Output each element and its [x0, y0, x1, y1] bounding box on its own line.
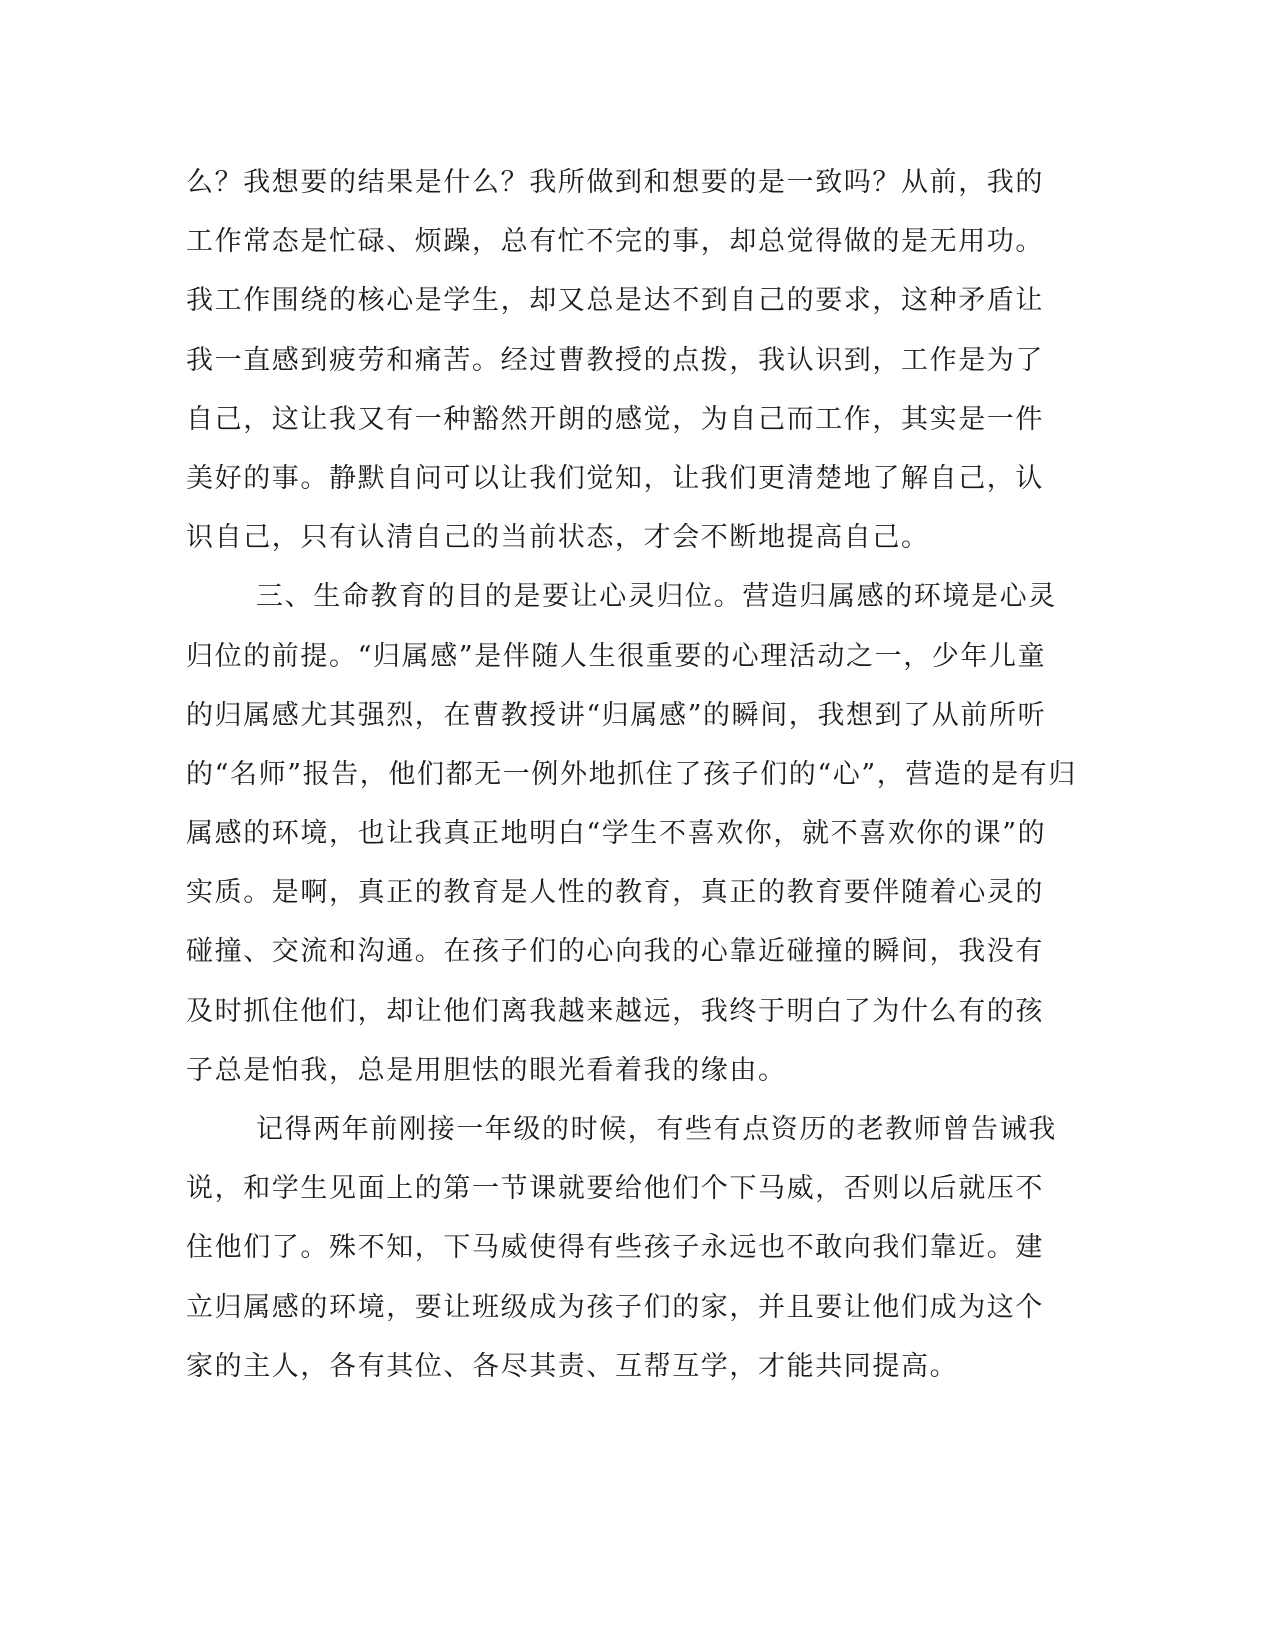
text-line: 及时抓住他们，却让他们离我越来越远，我终于明白了为什么有的孩: [186, 995, 1044, 1027]
text-line: 住他们了。殊不知，下马威使得有些孩子永远也不敢向我们靠近。建: [186, 1232, 1044, 1264]
text-line: 说，和学生见面上的第一节课就要给他们个下马威，否则以后就压不: [186, 1173, 1044, 1205]
text-line: 的“名师”报告，他们都无一例外地抓住了孩子们的“心”，营造的是有归: [186, 758, 1078, 790]
text-line: 归位的前提。“归属感”是伴随人生很重要的心理活动之一，少年儿童: [186, 640, 1047, 672]
text-line: 立归属感的环境，要让班级成为孩子们的家，并且要让他们成为这个: [186, 1291, 1044, 1323]
text-line: 实质。是啊，真正的教育是人性的教育，真正的教育要伴随着心灵的: [186, 877, 1044, 909]
text-line: 自己，这让我又有一种豁然开朗的感觉，为自己而工作，其实是一件: [186, 403, 1044, 435]
text-line: 我工作围绕的核心是学生，却又总是达不到自己的要求，这种矛盾让: [186, 285, 1044, 317]
text-line: 美好的事。静默自问可以让我们觉知，让我们更清楚地了解自己，认: [186, 462, 1044, 494]
text-line: 识自己，只有认清自己的当前状态，才会不断地提高自己。: [186, 522, 930, 554]
text-line: 我一直感到疲劳和痛苦。经过曹教授的点拨，我认识到，工作是为了: [186, 344, 1044, 376]
text-line: 碰撞、交流和沟通。在孩子们的心向我的心靠近碰撞的瞬间，我没有: [186, 936, 1044, 968]
text-line: 的归属感尤其强烈，在曹教授讲“归属感”的瞬间，我想到了从前所听: [186, 699, 1047, 731]
paragraph-start-line: 三、生命教育的目的是要让心灵归位。营造归属感的环境是心灵: [256, 581, 1057, 613]
paragraph-start-line: 记得两年前刚接一年级的时候，有些有点资历的老教师曾告诫我: [256, 1114, 1057, 1145]
body-text: [186, 160, 1078, 1403]
text-line: 子总是怕我，总是用胆怯的眼光看着我的缘由。: [186, 1054, 787, 1086]
text-line: 么？我想要的结果是什么？我所做到和想要的是一致吗？从前，我的: [186, 167, 1044, 198]
text-line: 工作常态是忙碌、烦躁，总有忙不完的事，却总觉得做的是无用功。: [186, 226, 1044, 258]
text-line: 家的主人，各有其位、各尽其责、互帮互学，才能共同提高。: [186, 1350, 959, 1382]
text-line: 属感的环境，也让我真正地明白“学生不喜欢你，就不喜欢你的课”的: [186, 818, 1047, 850]
